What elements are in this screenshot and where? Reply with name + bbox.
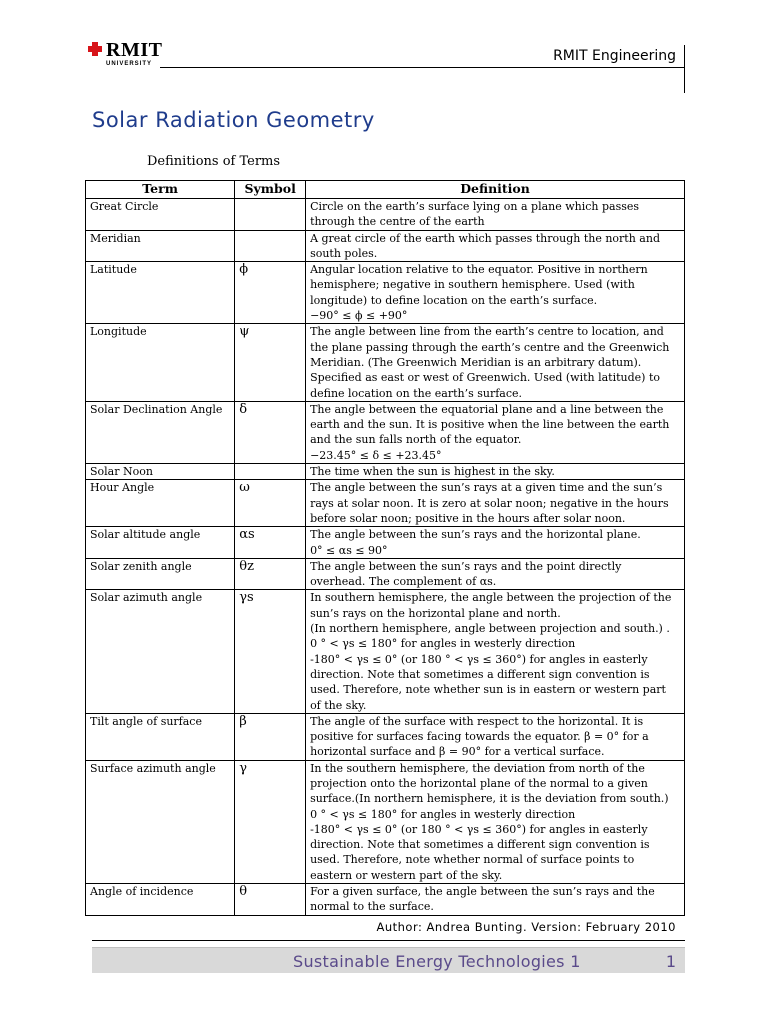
definition-cell bbox=[306, 558, 685, 590]
definition-line: projection onto the horizontal plane of the normal to a given bbox=[310, 776, 648, 790]
definition-line: longitude) to define location on the earth’s surface. bbox=[310, 293, 598, 307]
definition-line: The time when the sun is highest in the sky. bbox=[310, 465, 555, 479]
definition-cell bbox=[306, 230, 685, 262]
definition-line: of the sky. bbox=[310, 698, 367, 712]
table-row bbox=[86, 401, 685, 463]
table-row bbox=[86, 527, 685, 559]
definition-line: −90° ≤ ϕ ≤ +90° bbox=[310, 309, 408, 323]
table-row bbox=[86, 324, 685, 401]
definition-line: direction. Note that sometimes a different sign convention is bbox=[310, 667, 650, 681]
definition-line: Meridian. (The Greenwich Meridian is an arbitrary datum). bbox=[310, 355, 642, 369]
symbol-cell: ϕ bbox=[235, 262, 306, 324]
definition-cell bbox=[306, 884, 685, 916]
definition-line: The angle between line from the earth’s centre to location, and bbox=[310, 325, 664, 339]
symbol-cell bbox=[235, 199, 306, 231]
symbol-cell: ψ bbox=[235, 324, 306, 401]
term-cell: Angle of incidence bbox=[86, 884, 235, 916]
definition-cell bbox=[306, 760, 685, 883]
definition-line: used. Therefore, note whether normal of surface points to bbox=[310, 853, 635, 867]
definition-cell bbox=[306, 262, 685, 324]
definition-line: surface.(In northern hemisphere, it is the deviation from south.) bbox=[310, 792, 669, 806]
term-cell: Surface azimuth angle bbox=[86, 760, 235, 883]
definition-cell bbox=[306, 527, 685, 559]
footer-rule bbox=[92, 940, 685, 941]
definition-line: The angle between the sun’s rays and the point directly bbox=[310, 559, 622, 573]
definition-line: overhead. The complement of αs. bbox=[310, 575, 497, 589]
definition-cell bbox=[306, 464, 685, 480]
definition-cell bbox=[306, 324, 685, 401]
definition-line: The angle of the surface with respect to the horizontal. It is bbox=[310, 714, 644, 728]
definition-line: (In northern hemisphere, angle between projection and south.) . bbox=[310, 622, 670, 636]
symbol-cell: δ bbox=[235, 401, 306, 463]
symbol-cell: ω bbox=[235, 480, 306, 527]
definition-line: Angular location relative to the equator. Positive in northern bbox=[310, 263, 648, 277]
table-row bbox=[86, 884, 685, 916]
table-row bbox=[86, 262, 685, 324]
rmit-logo-icon bbox=[88, 42, 102, 56]
table-row bbox=[86, 760, 685, 883]
symbol-cell: αs bbox=[235, 527, 306, 559]
definition-line: eastern or western part of the sky. bbox=[310, 868, 503, 882]
symbol-cell: γs bbox=[235, 590, 306, 713]
header-rule bbox=[160, 67, 685, 68]
term-cell: Solar Noon bbox=[86, 464, 235, 480]
definition-cell bbox=[306, 480, 685, 527]
definition-line: sun’s rays on the horizontal plane and north. bbox=[310, 606, 561, 620]
definition-line: 0 ° < γs ≤ 180° for angles in westerly direction bbox=[310, 637, 576, 651]
definition-cell bbox=[306, 401, 685, 463]
definition-line: through the centre of the earth bbox=[310, 215, 485, 229]
column-header-definition: Definition bbox=[306, 181, 685, 199]
symbol-cell: γ bbox=[235, 760, 306, 883]
rmit-logo bbox=[88, 40, 168, 70]
page-title: Solar Radiation Geometry bbox=[92, 108, 375, 132]
table-row bbox=[86, 199, 685, 231]
definition-line: A great circle of the earth which passes through the north and bbox=[310, 231, 660, 245]
definition-line: normal to the surface. bbox=[310, 900, 434, 914]
term-cell: Longitude bbox=[86, 324, 235, 401]
definition-line: The angle between the sun’s rays and the horizontal plane. bbox=[310, 528, 641, 542]
definition-line: Circle on the earth’s surface lying on a plane which passes bbox=[310, 200, 640, 213]
header-vertical-rule bbox=[684, 45, 685, 93]
definition-line: the plane passing through the earth’s centre and the Greenwich bbox=[310, 340, 670, 354]
definition-cell bbox=[306, 590, 685, 713]
definition-line: earth and the sun. It is positive when the line between the earth bbox=[310, 418, 670, 432]
table-row bbox=[86, 558, 685, 590]
term-cell: Hour Angle bbox=[86, 480, 235, 527]
definition-line: used. Therefore, note whether sun is in eastern or western part bbox=[310, 683, 666, 697]
definition-line: and the sun falls north of the equator. bbox=[310, 433, 522, 447]
column-header-term: Term bbox=[86, 181, 235, 199]
table-row bbox=[86, 464, 685, 480]
term-cell: Solar azimuth angle bbox=[86, 590, 235, 713]
author-line: Author: Andrea Bunting. Version: February 2010 bbox=[376, 920, 676, 934]
definition-cell bbox=[306, 199, 685, 231]
table-row bbox=[86, 480, 685, 527]
department-label: RMIT Engineering bbox=[553, 48, 676, 64]
term-cell: Solar zenith angle bbox=[86, 558, 235, 590]
definition-line: In the southern hemisphere, the deviation from north of the bbox=[310, 761, 645, 775]
symbol-cell bbox=[235, 464, 306, 480]
symbol-cell: β bbox=[235, 713, 306, 760]
table-header-row bbox=[86, 181, 685, 199]
symbol-cell: θz bbox=[235, 558, 306, 590]
logo-subtext: UNIVERSITY bbox=[106, 61, 153, 67]
definition-line: In southern hemisphere, the angle between the projection of the bbox=[310, 591, 672, 605]
definition-line: 0 ° < γs ≤ 180° for angles in westerly direction bbox=[310, 807, 576, 821]
table-row bbox=[86, 713, 685, 760]
definition-line: Specified as east or west of Greenwich. Used (with latitude) to bbox=[310, 371, 661, 385]
definition-line: define location on the earth’s surface. bbox=[310, 386, 523, 400]
page-number: 1 bbox=[665, 952, 676, 971]
definition-line: −23.45° ≤ δ ≤ +23.45° bbox=[310, 448, 442, 462]
definition-line: The angle between the equatorial plane and a line between the bbox=[310, 402, 664, 416]
term-cell: Tilt angle of surface bbox=[86, 713, 235, 760]
section-subtitle: Definitions of Terms bbox=[147, 154, 281, 169]
term-cell: Solar altitude angle bbox=[86, 527, 235, 559]
definitions-table bbox=[85, 180, 685, 916]
definition-line: before solar noon; positive in the hours after solar noon. bbox=[310, 511, 626, 525]
definition-line: positive for surfaces facing towards the equator. β = 0° for a bbox=[310, 730, 649, 744]
column-header-symbol: Symbol bbox=[235, 181, 306, 199]
term-cell: Solar Declination Angle bbox=[86, 401, 235, 463]
definition-line: rays at solar noon. It is zero at solar noon; negative in the hours bbox=[310, 496, 669, 510]
definition-line: direction. Note that sometimes a different sign convention is bbox=[310, 838, 650, 852]
term-cell: Latitude bbox=[86, 262, 235, 324]
definition-line: south poles. bbox=[310, 246, 378, 260]
definition-line: For a given surface, the angle between the sun’s rays and the bbox=[310, 885, 655, 899]
logo-text: RMIT bbox=[106, 39, 163, 61]
footer-course-title: Sustainable Energy Technologies 1 bbox=[293, 952, 581, 971]
term-cell: Meridian bbox=[86, 230, 235, 262]
symbol-cell: θ bbox=[235, 884, 306, 916]
definition-cell bbox=[306, 713, 685, 760]
definition-line: 0° ≤ αs ≤ 90° bbox=[310, 543, 388, 557]
definition-line: The angle between the sun’s rays at a given time and the sun’s bbox=[310, 481, 663, 495]
table-row bbox=[86, 590, 685, 713]
term-cell: Great Circle bbox=[86, 199, 235, 231]
definition-line: horizontal surface and β = 90° for a vertical surface. bbox=[310, 745, 605, 759]
table-row bbox=[86, 230, 685, 262]
symbol-cell bbox=[235, 230, 306, 262]
definition-line: -180° < γs ≤ 0° (or 180 ° < γs ≤ 360°) for angles in easterly bbox=[310, 652, 648, 666]
definition-line: hemisphere; negative in southern hemisphere. Used (with bbox=[310, 278, 635, 292]
definition-line: -180° < γs ≤ 0° (or 180 ° < γs ≤ 360°) for angles in easterly bbox=[310, 822, 648, 836]
